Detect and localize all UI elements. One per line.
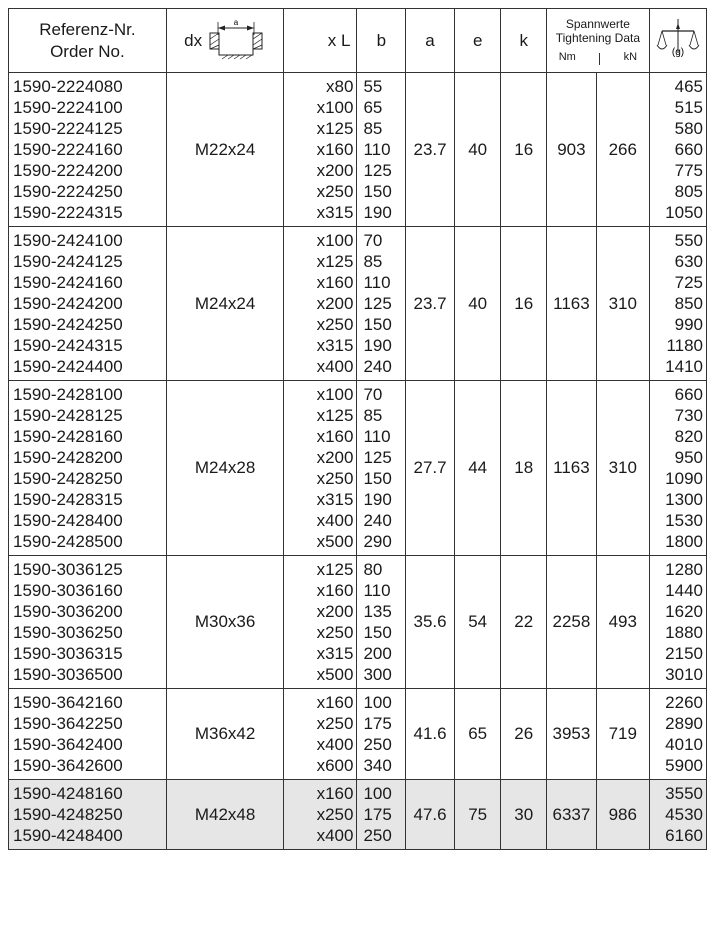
- b-value: 250: [363, 735, 392, 754]
- xL-value: x100: [316, 98, 354, 117]
- nm-cell: 3953: [547, 689, 597, 780]
- group-row: [9, 689, 707, 780]
- header-tightening: [547, 9, 650, 73]
- b-value: 65: [363, 98, 383, 117]
- weight-cell: [649, 381, 706, 556]
- e-cell: 44: [454, 381, 501, 556]
- xL-value: x500: [316, 532, 354, 551]
- ref-value: 1590-2224160: [13, 140, 123, 159]
- ref-value: 1590-2424200: [13, 294, 123, 313]
- b-cell: [357, 381, 406, 556]
- xL-value: x200: [316, 448, 354, 467]
- xL-value: x160: [316, 581, 354, 600]
- ref-value: 1590-2428315: [13, 490, 123, 509]
- dx-cell: M22x24: [166, 73, 284, 227]
- b-value: 175: [363, 714, 392, 733]
- k-cell: 16: [501, 73, 547, 227]
- b-value: 110: [363, 273, 391, 292]
- g-value: 2260: [665, 693, 703, 712]
- group-row: [9, 556, 707, 689]
- xL-value: x125: [316, 252, 354, 271]
- ref-value: 1590-2224200: [13, 161, 123, 180]
- dx-cell: M42x48: [166, 780, 284, 850]
- g-value: 6160: [665, 826, 703, 845]
- kn-cell: 719: [596, 689, 649, 780]
- kn-cell: 493: [596, 556, 649, 689]
- xl-cell: [284, 381, 357, 556]
- g-value: 550: [674, 231, 703, 250]
- xL-value: x160: [316, 273, 354, 292]
- a-cell: 23.7: [406, 227, 455, 381]
- b-value: 150: [363, 182, 392, 201]
- xL-value: x200: [316, 161, 354, 180]
- ref-value: 1590-2428160: [13, 427, 123, 446]
- xL-value: x250: [316, 714, 354, 733]
- xL-value: x315: [316, 203, 354, 222]
- xL-value: x400: [316, 357, 354, 376]
- ref-value: 1590-2428250: [13, 469, 123, 488]
- header-e: e: [454, 9, 501, 73]
- e-cell: 75: [454, 780, 501, 850]
- nm-cell: 903: [547, 73, 597, 227]
- ref-cell: [9, 227, 167, 381]
- header-k: k: [501, 9, 547, 73]
- nm-cell: 6337: [547, 780, 597, 850]
- g-value: 660: [674, 140, 703, 159]
- b-cell: [357, 689, 406, 780]
- ref-value: 1590-3036160: [13, 581, 123, 600]
- ref-value: 1590-4248400: [13, 826, 123, 845]
- nm-cell: 1163: [547, 381, 597, 556]
- ref-value: 1590-2428100: [13, 385, 123, 404]
- ref-cell: [9, 556, 167, 689]
- b-value: 100: [363, 784, 392, 803]
- header-ref-en: Order No.: [50, 41, 125, 61]
- ref-value: 1590-3036125: [13, 560, 123, 579]
- g-value: 660: [674, 385, 703, 404]
- b-value: 125: [363, 448, 392, 467]
- ref-value: 1590-2424400: [13, 357, 123, 376]
- g-value: 1620: [665, 602, 703, 621]
- g-value: 515: [674, 98, 703, 117]
- b-value: 70: [363, 385, 383, 404]
- b-value: 150: [363, 623, 392, 642]
- g-value: 1280: [665, 560, 703, 579]
- g-value: 950: [674, 448, 703, 467]
- b-value: 150: [363, 469, 392, 488]
- e-cell: 54: [454, 556, 501, 689]
- weight-cell: [649, 689, 706, 780]
- b-value: 240: [363, 357, 392, 376]
- ref-value: 1590-2424160: [13, 273, 123, 292]
- ref-value: 1590-2428125: [13, 406, 123, 425]
- b-value: 250: [363, 826, 392, 845]
- ref-value: 1590-3642600: [13, 756, 123, 775]
- a-cell: 27.7: [406, 381, 455, 556]
- kn-cell: 310: [596, 381, 649, 556]
- b-value: 200: [363, 644, 392, 663]
- ref-value: 1590-2424100: [13, 231, 123, 250]
- xL-value: x250: [316, 315, 354, 334]
- ref-value: 1590-3036315: [13, 644, 123, 663]
- b-value: 300: [363, 665, 392, 684]
- diagram-a-label: a: [233, 18, 239, 27]
- xl-cell: [284, 556, 357, 689]
- header-weight: [649, 9, 706, 73]
- xl-cell: [284, 73, 357, 227]
- e-cell: 65: [454, 689, 501, 780]
- header-dx-label: dx: [184, 30, 203, 50]
- g-value: 3010: [665, 665, 703, 684]
- ref-cell: [9, 381, 167, 556]
- xL-value: x160: [316, 693, 354, 712]
- b-cell: [357, 73, 406, 227]
- xL-value: x400: [316, 735, 354, 754]
- ref-value: 1590-2428200: [13, 448, 123, 467]
- b-value: 135: [363, 602, 392, 621]
- ref-cell: [9, 73, 167, 227]
- xl-cell: [284, 689, 357, 780]
- dx-cell: M36x42: [166, 689, 284, 780]
- g-value: 580: [674, 119, 703, 138]
- ref-value: 1590-3036500: [13, 665, 123, 684]
- dx-cell: M24x24: [166, 227, 284, 381]
- g-value: 465: [674, 77, 703, 96]
- xL-value: x250: [316, 469, 354, 488]
- b-value: 85: [363, 406, 383, 425]
- g-value: 1300: [665, 490, 703, 509]
- weight-cell: [649, 556, 706, 689]
- header-dx: [166, 9, 284, 73]
- ref-value: 1590-4248160: [13, 784, 123, 803]
- unit-kn: kN: [623, 50, 638, 63]
- header-b: b: [357, 9, 406, 73]
- weight-cell: [649, 780, 706, 850]
- ref-value: 1590-2424250: [13, 315, 123, 334]
- e-cell: 40: [454, 73, 501, 227]
- kn-cell: 986: [596, 780, 649, 850]
- unit-divider: [599, 53, 600, 65]
- xL-value: x100: [316, 231, 354, 250]
- xL-value: x160: [316, 427, 354, 446]
- ref-value: 1590-3036200: [13, 602, 123, 621]
- k-cell: 26: [501, 689, 547, 780]
- header-ref-de: Referenz-Nr.: [39, 19, 136, 39]
- a-cell: 47.6: [406, 780, 455, 850]
- b-value: 290: [363, 532, 392, 551]
- g-value: 4530: [665, 805, 703, 824]
- xL-value: x315: [316, 644, 354, 663]
- g-value: 990: [674, 315, 703, 334]
- b-cell: [357, 780, 406, 850]
- a-cell: 35.6: [406, 556, 455, 689]
- header-ref: [9, 9, 167, 73]
- group-row: [9, 73, 707, 227]
- g-value: 775: [674, 161, 703, 180]
- g-value: 820: [674, 427, 703, 446]
- b-value: 190: [363, 490, 392, 509]
- b-cell: [357, 227, 406, 381]
- g-value: 1440: [665, 581, 703, 600]
- group-row-highlighted: [9, 780, 707, 850]
- xL-value: x250: [316, 623, 354, 642]
- b-value: 125: [363, 161, 392, 180]
- xL-value: x160: [316, 140, 354, 159]
- b-value: 340: [363, 756, 392, 775]
- ref-value: 1590-4248250: [13, 805, 123, 824]
- b-value: 110: [363, 427, 391, 446]
- a-cell: 41.6: [406, 689, 455, 780]
- b-value: 110: [363, 581, 391, 600]
- b-cell: [357, 556, 406, 689]
- b-value: 175: [363, 805, 392, 824]
- dx-cell: M30x36: [166, 556, 284, 689]
- ref-value: 1590-2428500: [13, 532, 123, 551]
- kn-cell: 310: [596, 227, 649, 381]
- dx-cell: M24x28: [166, 381, 284, 556]
- g-value: 3550: [665, 784, 703, 803]
- ref-value: 1590-2224080: [13, 77, 123, 96]
- ref-value: 1590-2424125: [13, 252, 123, 271]
- ref-value: 1590-2224315: [13, 203, 123, 222]
- xL-value: x250: [316, 182, 354, 201]
- kn-cell: 266: [596, 73, 649, 227]
- e-cell: 40: [454, 227, 501, 381]
- xL-value: x160: [316, 784, 354, 803]
- g-value: 1090: [665, 469, 703, 488]
- g-value: 1530: [665, 511, 703, 530]
- spec-table: [8, 8, 707, 850]
- ref-value: 1590-2428400: [13, 511, 123, 530]
- xL-value: x125: [316, 560, 354, 579]
- b-value: 190: [363, 336, 392, 355]
- k-cell: 22: [501, 556, 547, 689]
- k-cell: 16: [501, 227, 547, 381]
- xL-value: x125: [316, 119, 354, 138]
- b-value: 100: [363, 693, 392, 712]
- header-row: [9, 9, 707, 73]
- b-value: 80: [363, 560, 383, 579]
- ref-value: 1590-3642160: [13, 693, 123, 712]
- g-value: 1800: [665, 532, 703, 551]
- b-value: 240: [363, 511, 392, 530]
- weight-unit-label: (g): [671, 47, 684, 58]
- k-cell: 30: [501, 780, 547, 850]
- xL-value: x80: [326, 77, 354, 96]
- ref-value: 1590-2424315: [13, 336, 123, 355]
- g-value: 4010: [665, 735, 703, 754]
- b-value: 125: [363, 294, 392, 313]
- g-value: 805: [674, 182, 703, 201]
- ref-value: 1590-3642400: [13, 735, 123, 754]
- g-value: 1410: [665, 357, 703, 376]
- g-value: 2150: [665, 644, 703, 663]
- b-value: 70: [363, 231, 383, 250]
- xL-value: x400: [316, 826, 354, 845]
- a-cell: 23.7: [406, 73, 455, 227]
- weight-cell: [649, 227, 706, 381]
- b-value: 55: [363, 77, 383, 96]
- tightening-de: Spannwerte: [565, 16, 630, 31]
- xl-cell: [284, 227, 357, 381]
- xL-value: x250: [316, 805, 354, 824]
- g-value: 630: [674, 252, 703, 271]
- g-value: 730: [674, 406, 703, 425]
- clamp-diagram-icon: [206, 19, 266, 63]
- xL-value: x200: [316, 602, 354, 621]
- xL-value: x315: [316, 490, 354, 509]
- ref-value: 1590-2224100: [13, 98, 123, 117]
- g-value: 1180: [666, 336, 703, 355]
- weight-cell: [649, 73, 706, 227]
- scale-weight-icon: [656, 15, 700, 61]
- g-value: 850: [674, 294, 703, 313]
- header-a: a: [406, 9, 455, 73]
- b-value: 190: [363, 203, 392, 222]
- g-value: 1880: [665, 623, 703, 642]
- unit-nm: Nm: [558, 50, 576, 63]
- xL-value: x600: [316, 756, 354, 775]
- g-value: 2890: [665, 714, 703, 733]
- header-xl: x L: [284, 9, 357, 73]
- xL-value: x125: [316, 406, 354, 425]
- ref-cell: [9, 780, 167, 850]
- k-cell: 18: [501, 381, 547, 556]
- ref-value: 1590-3642250: [13, 714, 123, 733]
- nm-cell: 1163: [547, 227, 597, 381]
- g-value: 5900: [665, 756, 703, 775]
- xL-value: x100: [316, 385, 354, 404]
- b-value: 110: [363, 140, 391, 159]
- xl-cell: [284, 780, 357, 850]
- b-value: 150: [363, 315, 392, 334]
- xL-value: x315: [316, 336, 354, 355]
- tightening-en: Tightening Data: [555, 30, 641, 45]
- xL-value: x500: [316, 665, 354, 684]
- ref-value: 1590-2224250: [13, 182, 123, 201]
- b-value: 85: [363, 252, 383, 271]
- ref-cell: [9, 689, 167, 780]
- nm-cell: 2258: [547, 556, 597, 689]
- b-value: 85: [363, 119, 383, 138]
- g-value: 1050: [665, 203, 703, 222]
- ref-value: 1590-3036250: [13, 623, 123, 642]
- ref-value: 1590-2224125: [13, 119, 123, 138]
- xL-value: x200: [316, 294, 354, 313]
- group-row: [9, 227, 707, 381]
- group-row: [9, 381, 707, 556]
- xL-value: x400: [316, 511, 354, 530]
- g-value: 725: [674, 273, 703, 292]
